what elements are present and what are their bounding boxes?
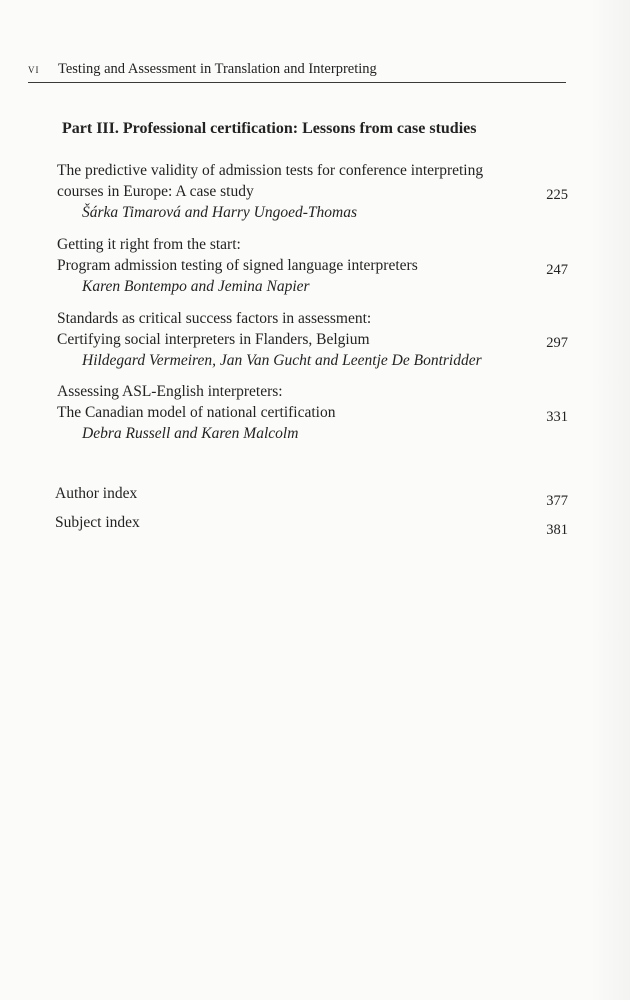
toc-entry-page: 247 <box>546 262 568 278</box>
toc-entry <box>57 381 567 444</box>
toc-entry <box>57 308 567 371</box>
toc-entry-authors: Hildegard Vermeiren, Jan Van Gucht and Leentje De Bontridder <box>82 352 482 369</box>
toc-entry-title-line: Certifying social interpreters in Flanders, Belgium <box>57 331 370 348</box>
toc-entry-page: 225 <box>546 187 568 203</box>
toc-entry-title-line: Program admission testing of signed language interpreters <box>57 257 418 274</box>
toc-entry-title-line: Standards as critical success factors in assessment: <box>57 310 372 327</box>
toc-entry <box>57 160 567 223</box>
toc-entry-page: 331 <box>546 409 568 425</box>
toc-entry-title-line: The Canadian model of national certification <box>57 404 336 421</box>
author-index-page: 377 <box>546 493 568 509</box>
running-title: Testing and Assessment in Translation and Interpreting <box>58 61 377 77</box>
toc-entry <box>57 234 567 297</box>
page-edge-shadow <box>590 0 630 1000</box>
part-title: Part III. Professional certification: Lessons from case studies <box>62 120 477 137</box>
running-head <box>28 58 566 80</box>
toc-entry-title-line: Assessing ASL-English interpreters: <box>57 383 283 400</box>
header-rule <box>28 82 566 83</box>
toc-entry-authors: Karen Bontempo and Jemina Napier <box>82 278 310 295</box>
toc-entry-authors: Šárka Timarová and Harry Ungoed-Thomas <box>82 204 357 221</box>
toc-entry-page: 297 <box>546 335 568 351</box>
toc-entry-title-line: courses in Europe: A case study <box>57 183 254 200</box>
toc-entry-title-line: The predictive validity of admission tests for conference interpreting <box>57 162 484 179</box>
toc-entry-title-line: Getting it right from the start: <box>57 236 241 253</box>
subject-index-page: 381 <box>546 522 568 538</box>
author-index-label: Author index <box>55 485 138 502</box>
page-folio: vi <box>28 61 40 76</box>
subject-index-label: Subject index <box>55 514 140 531</box>
toc-entry-authors: Debra Russell and Karen Malcolm <box>82 425 299 442</box>
